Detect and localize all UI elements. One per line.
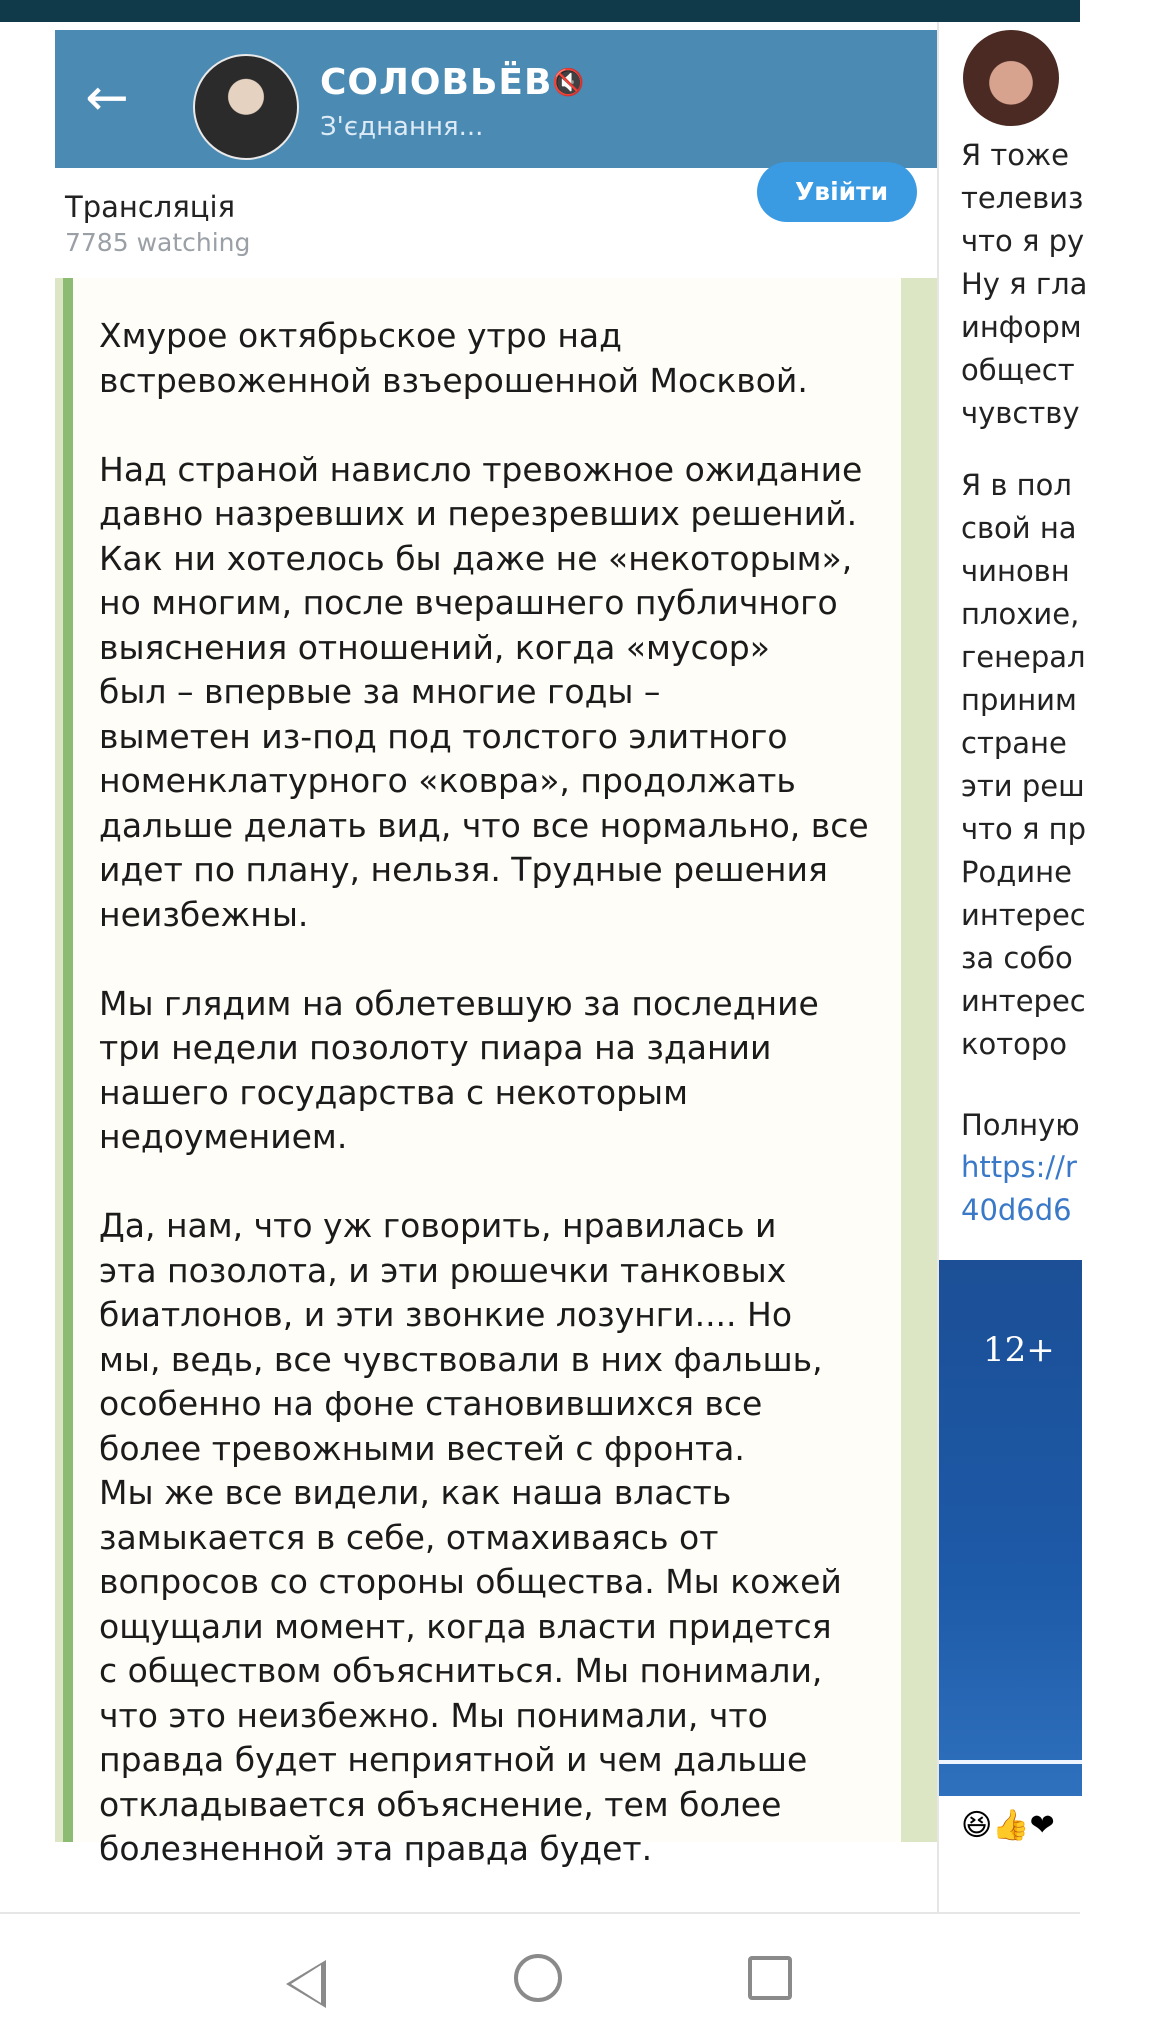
channel-title: СОЛОВЬЁВ: [320, 62, 553, 103]
video-divider: [939, 1760, 1082, 1764]
back-arrow-icon[interactable]: ←: [85, 68, 129, 128]
connection-status: З'єднання...: [320, 112, 484, 142]
quote-accent-line: [63, 278, 73, 1842]
muted-icon: 🔇: [552, 68, 585, 98]
post-link[interactable]: https://r 40d6d6: [961, 1150, 1077, 1227]
telegram-screenshot: [55, 30, 937, 1868]
side-post: [937, 22, 1088, 1912]
post-paragraph-1: Я тоже телевиз что я ру Ну я гла информ общест чувству: [961, 138, 1088, 430]
reactions[interactable]: 😆👍❤: [961, 1808, 1055, 1843]
message-text: Хмурое октябрьское утро над встревоженной взъерошенной Москвой. Над страной нависло тревожное ожидание давно назревших и перезревших решений. Как ни хотелось бы даже не «некоторым», но многим, после вчерашнего публичного выяснения отношений, когда «мусор» был – впервые за многие годы – выметен из-под под толстого элитного номенклатурного «ковра», продолжать дальше делать вид, что все нормально, все идет по плану, нельзя. Трудные решения неизбежны. Мы глядим на облетевшую за последние три недели позолоту пиара на здании нашего государства с некоторым недоумением. Да, нам, что уж говорить, нравилась и эта позолота, и эти рюшечки танковых биатлонов, и эти звонкие лозунги.... Но мы, ведь, все чувствовали в них фальшь, особенно на фоне становившихся все более тревожными вестей с фронта. Мы же все видели, как наша власть замыкается в себе, отмахиваясь от вопросов со стороны общества. Мы кожей ощущали момент, когда власти придется с обществом объясниться. Мы понимали, что это неизбежно. Мы понимали, что правда будет неприятной и чем дальше откладывается объяснение, тем более болезненной эта правда будет.: [99, 316, 869, 1868]
author-avatar[interactable]: [963, 30, 1059, 126]
status-bar: [0, 0, 1080, 22]
channel-header: [55, 30, 937, 168]
nav-recent-apps-icon[interactable]: [748, 1956, 792, 2000]
live-title: Трансляція: [65, 190, 236, 224]
post-paragraph-3: Полную: [961, 1108, 1080, 1142]
nav-back-icon-inner: [291, 1965, 321, 2003]
join-button[interactable]: Увійти: [757, 162, 917, 222]
nav-home-icon[interactable]: [514, 1954, 562, 2002]
message-bubble: [63, 278, 901, 1868]
system-nav-bar: [0, 1912, 1080, 2043]
viewer-count: 7785 watching: [65, 228, 251, 257]
post-paragraph-2: Я в пол свой на чиновн плохие, генерал приним стране эти реш что я пр Родине интерес за собо интерес которо: [961, 468, 1087, 1061]
channel-avatar[interactable]: [193, 54, 299, 160]
age-rating: 12+: [983, 1330, 1055, 1370]
